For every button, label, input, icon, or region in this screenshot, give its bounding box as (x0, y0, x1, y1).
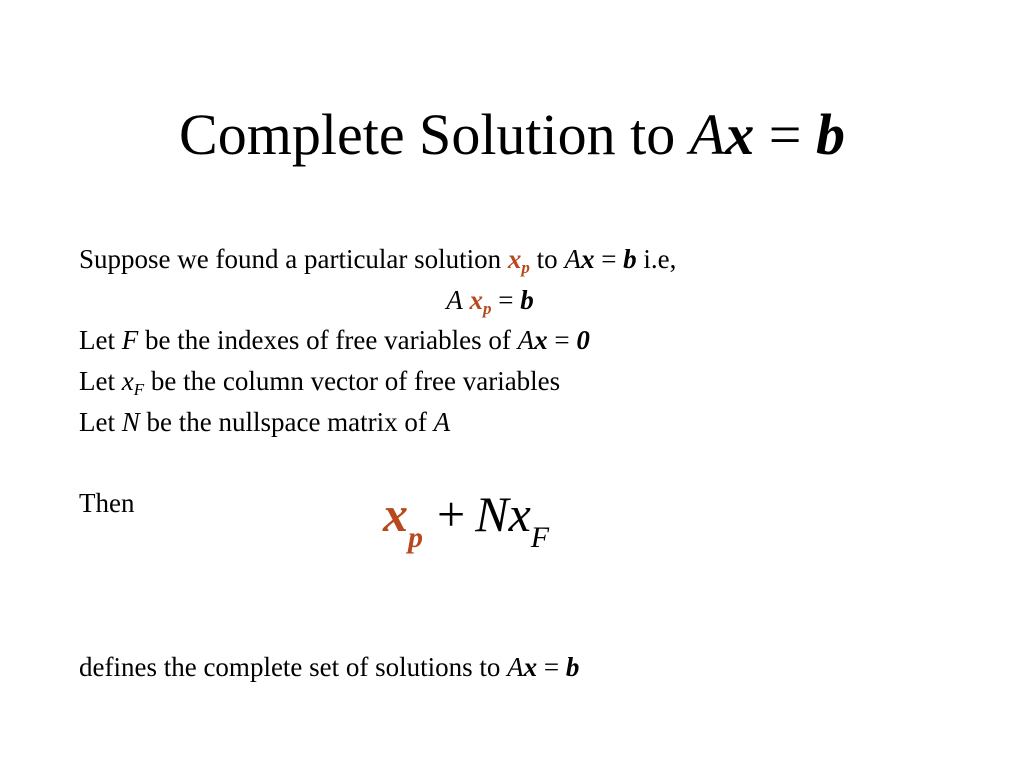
let-xf-line (79, 365, 560, 397)
eq-vector-b: b (520, 285, 534, 315)
title-text: Complete Solution to (179, 102, 690, 167)
let-n-symbol: N (121, 407, 140, 437)
then-text: Then (79, 488, 135, 518)
let-n-line (79, 406, 450, 438)
let-xf-x: x (121, 366, 134, 396)
formula-nullspace-n: N (475, 486, 509, 542)
let-f-zero: 0 (576, 325, 590, 355)
formula-xp-x: x (383, 486, 408, 542)
formula-xf-x: x (508, 486, 531, 542)
defines-vector-b: b (565, 652, 580, 682)
let-f-symbol: F (121, 325, 139, 355)
defines-matrix-a: A (507, 652, 524, 682)
equation-line (0, 284, 980, 316)
suppose-prefix: Suppose we found a particular solution (79, 244, 508, 274)
let-xf-rest: be the column vector of free variables (144, 366, 561, 396)
formula-xp-sub: p (408, 521, 423, 554)
suppose-line (79, 243, 676, 275)
let-f-line (79, 324, 590, 356)
let-f-vector-x: x (534, 325, 548, 355)
formula-xf-sub: F (530, 521, 550, 554)
defines-vector-x: x (523, 652, 538, 682)
title-vector-x: x (725, 102, 755, 167)
eq-xp-sub: p (483, 299, 492, 318)
suppose-suffix: i.e, (636, 244, 677, 274)
let-f-mid: be the indexes of free variables of (138, 325, 518, 355)
defines-prefix: defines the complete set of solutions to (79, 652, 508, 682)
then-line (79, 487, 134, 519)
let-f-prefix: Let (79, 325, 122, 355)
suppose-xp-sub: p (521, 258, 530, 277)
suppose-to: to (529, 244, 565, 274)
slide-title (0, 100, 1024, 170)
let-f-equals: = (547, 325, 577, 355)
eq-matrix-a: A (446, 285, 463, 315)
solution-formula (383, 484, 550, 554)
title-vector-b: b (815, 102, 845, 167)
let-xf-sub: F (133, 380, 145, 399)
title-matrix-a: A (689, 102, 726, 167)
suppose-xp-x: x (507, 244, 522, 274)
suppose-matrix-a: A (564, 244, 581, 274)
let-n-matrix-a: A (433, 407, 451, 437)
defines-line (79, 651, 579, 683)
let-f-matrix-a: A (517, 325, 535, 355)
suppose-vector-x: x (580, 244, 595, 274)
suppose-vector-b: b (623, 244, 637, 274)
suppose-equals: = (594, 244, 624, 274)
let-xf-prefix: Let (79, 366, 122, 396)
let-n-mid: be the nullspace matrix of (139, 407, 434, 437)
eq-equals: = (491, 285, 521, 315)
eq-xp-x: x (469, 285, 483, 315)
formula-plus: + (437, 486, 466, 542)
defines-equals: = (537, 652, 566, 682)
let-n-prefix: Let (79, 407, 122, 437)
title-equals: = (754, 102, 816, 167)
